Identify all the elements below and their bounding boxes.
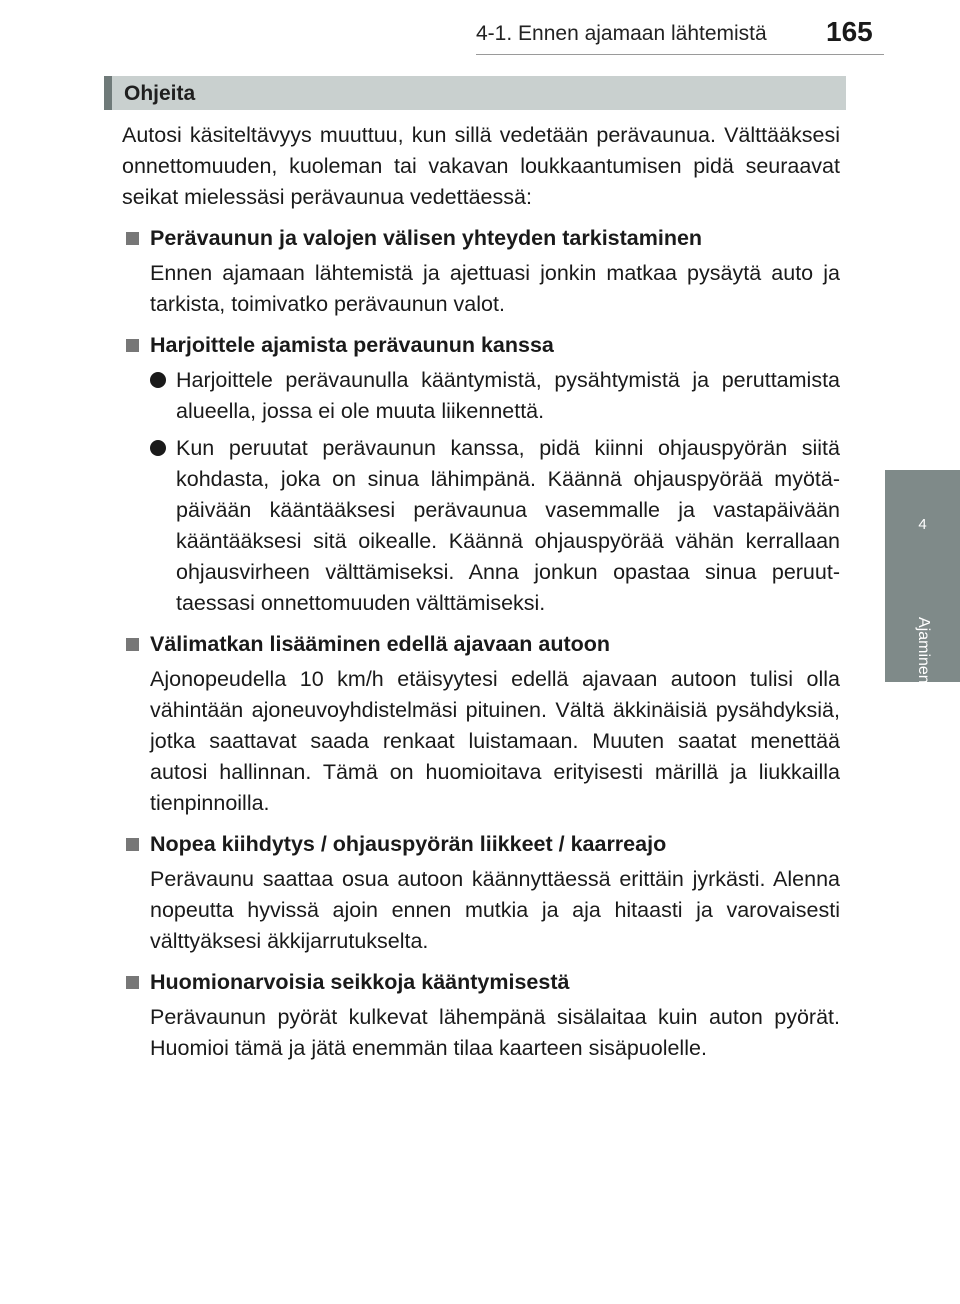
- subsection-paragraph: Perävaunu saattaa osua autoon käännyttäessä erittäin jyrkästi. Alenna nopeutta hyvissä ajoin ennen mutkia ja aja hitaasti ja varovaisesti välttyäksesi äkkijarrutukselta.: [150, 867, 840, 953]
- subsection-heading-text: Perävaunun ja valojen välisen yhteyden tarkistaminen: [150, 226, 703, 250]
- square-bullet-icon: [126, 339, 139, 352]
- section-title: Ohjeita: [124, 82, 196, 105]
- square-bullet-icon: [126, 976, 139, 989]
- intro-paragraph: Autosi käsiteltävyys muuttuu, kun sillä vedetään perävaunua. Välttääksesi onnettomuuden, kuoleman tai vakavan loukkaantumisen pidä seuraavat seikat mielessäsi perävaunua vedettäessä:: [122, 123, 840, 209]
- section-bar-accent: [104, 76, 112, 110]
- square-bullet-icon: [126, 232, 139, 245]
- subsection-heading-text: Nopea kiihdytys / ohjauspyörän liikkeet / kaarreajo: [150, 832, 667, 856]
- chapter-number: 4: [918, 516, 927, 533]
- subsection-paragraph: Ajonopeudella 10 km/h etäisyytesi edellä ajavaan autoon tulisi olla vähintään ajoneuvoyhdistelmäsi pituinen. Vältä äkkinäisiä pysähdyksiä, jotka saattavat saada renkaat luistamaan. Muuten saatat menettää autosi hallinnan. Tämä on huomioitava erityisesti märillä ja liukkailla tienpinnoilla.: [150, 667, 840, 815]
- round-bullet-icon: [150, 440, 166, 456]
- list-item-text: Kun peruutat perävaunun kanssa, pidä kiinni ohjauspyörän siitä kohdasta, joka on sinua lähimpänä. Käännä ohjauspyörää myötäpäivään kääntääksesi perävaunua vasemmalle ja vastapäivään kääntääksesi sitä oikealle. Käännä ohjauspyörää vähän kerrallaan ohjausvirheen välttämiseksi. Anna jonkun opastaa sinua peruuttaessasi onnettomuuden välttämiseksi.: [176, 436, 840, 615]
- round-bullet-icon: [150, 372, 166, 388]
- square-bullet-icon: [126, 838, 139, 851]
- subsection-heading: [122, 967, 840, 998]
- subsection-paragraph: Perävaunun pyörät kulkevat lähempänä sisälaitaa kuin auton pyörät. Huomioi tämä ja jätä enemmän tilaa kaarteen sisäpuolelle.: [150, 1005, 840, 1060]
- square-bullet-icon: [126, 638, 139, 651]
- header-section-title: 4-1. Ennen ajamaan lähtemistä: [476, 22, 767, 45]
- list-item: [150, 433, 840, 619]
- subsection-heading: [122, 223, 840, 254]
- page-content: [122, 120, 840, 1074]
- section-title-bar: [104, 76, 846, 110]
- subsection-heading: [122, 629, 840, 660]
- list-item-text: Harjoittele perävaunulla kääntymistä, pysähtymistä ja peruttamista alueella, jossa ei ole muuta liikennettä.: [176, 368, 840, 423]
- page-number: 165: [826, 16, 873, 47]
- subsection-heading: [122, 330, 840, 361]
- subsection-heading-text: Huomionarvoisia seikkoja kääntymisestä: [150, 970, 570, 994]
- subsection-heading-text: Harjoittele ajamista perävaunun kanssa: [150, 333, 554, 357]
- chapter-label: Ajaminen: [915, 617, 932, 684]
- list-item: [150, 365, 840, 427]
- header-rule: [476, 54, 884, 55]
- subsection-heading-text: Välimatkan lisääminen edellä ajavaan autoon: [150, 632, 611, 656]
- chapter-side-tab: [885, 470, 960, 682]
- subsection-heading: [122, 829, 840, 860]
- subsection-paragraph: Ennen ajamaan lähtemistä ja ajettuasi jonkin matkaa pysäytä auto ja tarkista, toimivatko perävaunun valot.: [150, 261, 840, 316]
